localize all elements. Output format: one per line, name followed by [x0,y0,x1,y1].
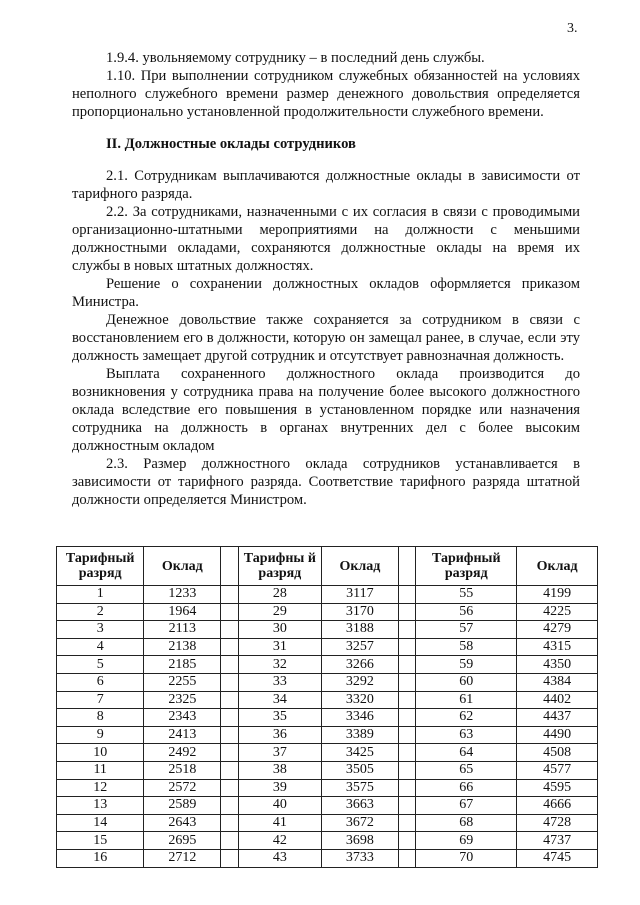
table-spacer-cell [221,761,238,779]
table-row [57,621,598,639]
table-row [57,656,598,674]
table-cell: 3663 [321,797,398,815]
table-cell: 12 [57,779,144,797]
table-cell: 8 [57,709,144,727]
table-cell: 4384 [517,673,598,691]
table-cell: 1 [57,586,144,604]
table-cell: 3320 [321,691,398,709]
table-cell: 2325 [144,691,221,709]
table-cell: 33 [238,673,321,691]
table-cell: 58 [416,638,517,656]
table-cell: 3505 [321,761,398,779]
table-spacer-cell [398,709,415,727]
table-spacer-cell [221,779,238,797]
table-cell: 2695 [144,832,221,850]
table-row [57,797,598,815]
paragraph: 1.10. При выполнении сотрудником служебных обязанностей на условиях неполного служебного времени размер денежного довольствия определяется пропорционально установленной продолжительности служебного времени. [72,68,580,120]
table-row [57,586,598,604]
table-cell: 2113 [144,621,221,639]
table-cell: 2 [57,603,144,621]
table-row [57,673,598,691]
table-cell: 3188 [321,621,398,639]
page-number: 3. [567,21,578,36]
table-cell: 11 [57,761,144,779]
table-spacer-cell [398,621,415,639]
table-cell: 40 [238,797,321,815]
table-row [57,761,598,779]
table-spacer-cell [221,709,238,727]
table-cell: 4315 [517,638,598,656]
table-spacer-cell [221,603,238,621]
table-cell: 36 [238,726,321,744]
table-cell: 3698 [321,832,398,850]
table-cell: 3575 [321,779,398,797]
column-header: Тарифный разряд [416,547,517,586]
table-row [57,638,598,656]
table-cell: 6 [57,673,144,691]
column-header: Тарифны й разряд [238,547,321,586]
table-row [57,779,598,797]
table-cell: 15 [57,832,144,850]
table-cell: 3257 [321,638,398,656]
table-cell: 4595 [517,779,598,797]
table-cell: 4737 [517,832,598,850]
table-cell: 7 [57,691,144,709]
table-cell: 13 [57,797,144,815]
table-cell: 2518 [144,761,221,779]
table-cell: 2138 [144,638,221,656]
table-spacer-cell [221,797,238,815]
table-spacer-cell [221,673,238,691]
table-cell: 14 [57,814,144,832]
table-cell: 65 [416,761,517,779]
table-cell: 35 [238,709,321,727]
table-row [57,709,598,727]
table-cell: 4225 [517,603,598,621]
table-cell: 4666 [517,797,598,815]
table-spacer-cell [398,797,415,815]
table-cell: 10 [57,744,144,762]
table-spacer-cell [398,603,415,621]
table-cell: 39 [238,779,321,797]
table-spacer-cell [398,691,415,709]
table-spacer-cell [398,849,415,867]
paragraph: Выплата сохраненного должностного оклада производится до возникновения у сотрудника права на получение более высокого должностного оклада вследствие его повышения в установленном порядке или назначения сотрудника на должность в органах внутренних дел с более высоким должностным окладом [72,366,580,454]
column-header: Оклад [321,547,398,586]
document-body [72,49,580,509]
table-cell: 61 [416,691,517,709]
table-spacer-cell [221,691,238,709]
table-cell: 2255 [144,673,221,691]
table-cell: 4437 [517,709,598,727]
table-cell: 4350 [517,656,598,674]
table-cell: 2185 [144,656,221,674]
table-spacer-cell [398,779,415,797]
column-header: Оклад [144,547,221,586]
table-body [57,586,598,868]
table-spacer-cell [398,761,415,779]
table-spacer-cell [398,656,415,674]
paragraph: Решение о сохранении должностных окладов оформляется приказом Министра. [72,276,580,310]
table-cell: 70 [416,849,517,867]
table-cell: 2572 [144,779,221,797]
table-cell: 4577 [517,761,598,779]
table-cell: 4402 [517,691,598,709]
table-cell: 3672 [321,814,398,832]
table-spacer-cell [221,656,238,674]
table-cell: 4490 [517,726,598,744]
table-spacer-cell [398,832,415,850]
table-cell: 3292 [321,673,398,691]
table-cell: 3 [57,621,144,639]
table-row [57,744,598,762]
table-cell: 3425 [321,744,398,762]
table-cell: 3170 [321,603,398,621]
table-cell: 3346 [321,709,398,727]
table-row [57,849,598,867]
table-spacer-cell [398,744,415,762]
table-spacer-cell [221,621,238,639]
table-cell: 60 [416,673,517,691]
table-cell: 4508 [517,744,598,762]
table-cell: 2589 [144,797,221,815]
paragraph: 1.9.4. увольняемому сотруднику – в последний день службы. [106,50,485,66]
salary-table [56,546,598,868]
paragraph: 2.1. Сотрудникам выплачиваются должностные оклады в зависимости от тарифного разряда. [72,168,580,202]
table-spacer-cell [221,849,238,867]
table-cell: 43 [238,849,321,867]
paragraph: 2.3. Размер должностного оклада сотрудников устанавливается в зависимости от тарифного разряда. Соответствие тарифного разряда штатной должности определяется Министром. [72,456,580,508]
table-cell: 28 [238,586,321,604]
table-cell: 1233 [144,586,221,604]
table-cell: 66 [416,779,517,797]
table-cell: 69 [416,832,517,850]
column-spacer [221,547,238,586]
table-cell: 5 [57,656,144,674]
column-header: Тарифный разряд [57,547,144,586]
table-spacer-cell [398,814,415,832]
table-cell: 34 [238,691,321,709]
table-cell: 4199 [517,586,598,604]
table-cell: 2643 [144,814,221,832]
table-cell: 64 [416,744,517,762]
table-cell: 57 [416,621,517,639]
table-cell: 31 [238,638,321,656]
table-spacer-cell [221,586,238,604]
table-cell: 41 [238,814,321,832]
paragraph: 2.2. За сотрудниками, назначенными с их согласия в связи с проводимыми организационно-штатными мероприятиями на должности с меньшими должностными окладами, сохраняются должностные оклады на время их службы в новых штатных должностях. [72,204,580,274]
table-cell: 4728 [517,814,598,832]
table-header-row [57,547,598,586]
table-cell: 2492 [144,744,221,762]
table-row [57,814,598,832]
table-cell: 3733 [321,849,398,867]
table-spacer-cell [221,638,238,656]
table-spacer-cell [221,832,238,850]
table-cell: 67 [416,797,517,815]
table-cell: 42 [238,832,321,850]
table-cell: 2413 [144,726,221,744]
table-spacer-cell [398,673,415,691]
column-header: Оклад [517,547,598,586]
table-cell: 29 [238,603,321,621]
table-cell: 4 [57,638,144,656]
paragraph: Денежное довольствие также сохраняется за сотрудником в связи с восстановлением его в должности, которую он замещал ранее, в случае, если эту должность замещает другой сотрудник и отсутствует равнозначная должность. [72,312,580,364]
section-heading: II. Должностные оклады сотрудников [106,136,356,152]
table-cell: 16 [57,849,144,867]
table-cell: 2343 [144,709,221,727]
table-cell: 9 [57,726,144,744]
table-cell: 68 [416,814,517,832]
table-cell: 3117 [321,586,398,604]
table-row [57,726,598,744]
table-row [57,832,598,850]
table-row [57,691,598,709]
table-cell: 63 [416,726,517,744]
table-cell: 3266 [321,656,398,674]
table-cell: 37 [238,744,321,762]
table-cell: 56 [416,603,517,621]
table-cell: 4745 [517,849,598,867]
table-cell: 32 [238,656,321,674]
table-spacer-cell [398,638,415,656]
table-cell: 38 [238,761,321,779]
table-cell: 1964 [144,603,221,621]
table-cell: 4279 [517,621,598,639]
table-spacer-cell [221,744,238,762]
table-cell: 62 [416,709,517,727]
table-cell: 30 [238,621,321,639]
table-cell: 59 [416,656,517,674]
table-spacer-cell [221,814,238,832]
column-spacer [398,547,415,586]
table-spacer-cell [398,726,415,744]
table-spacer-cell [221,726,238,744]
table-spacer-cell [398,586,415,604]
table-cell: 55 [416,586,517,604]
table-cell: 2712 [144,849,221,867]
table-row [57,603,598,621]
table-cell: 3389 [321,726,398,744]
